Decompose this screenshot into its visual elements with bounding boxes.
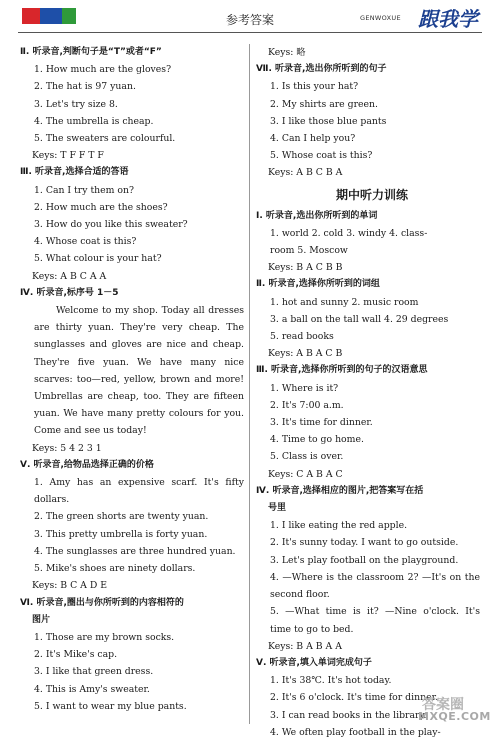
list-item: 2. How much are the shoes? xyxy=(34,201,168,213)
page-header xyxy=(0,0,500,38)
list-item: 5. Whose coat is this? xyxy=(270,150,373,162)
list-item: 2. It's sunny today. I want to go outside. xyxy=(270,537,459,549)
list-item: 1. hot and sunny 2. music room xyxy=(270,296,419,308)
list-item: 1. I like eating the red apple. xyxy=(270,520,408,532)
list-item: 1. Where is it? xyxy=(270,382,339,394)
answer-keys: Keys: T F F T F xyxy=(32,150,104,162)
list-item: 5. Mike's shoes are ninety dollars. xyxy=(34,563,196,575)
list-item: 3. This pretty umbrella is forty yuan. xyxy=(34,528,208,540)
header-title: 参考答案 xyxy=(225,13,274,27)
list-item: 4. Can I help you? xyxy=(270,133,356,145)
list-item: 5. What colour is your hat? xyxy=(34,253,162,265)
midterm-section-2-title: Ⅱ. 听录音,选择你所听到的词组 xyxy=(256,279,380,290)
section-3-title: Ⅲ. 听录音,选择合适的答语 xyxy=(20,167,129,178)
answer-keys: Keys: 5 4 2 3 1 xyxy=(32,442,102,454)
list-item: room 5. Moscow xyxy=(270,245,348,257)
list-item: 4. The sunglasses are three hundred yuan. xyxy=(34,545,236,557)
listening-passage: Welcome to my shop. Today all dresses are thirty yuan. They're very cheap. The sunglasses and gloves are nice and cheap. They're five yuan. We have many nice scarves: too—red, yellow, brown and more! Umbrellas are cheap, too. They are fifteen yuan. We have many pretty colours for you. Come and see us today! xyxy=(34,305,244,437)
midterm-section-5-title: Ⅴ. 听录音,填入单词完成句子 xyxy=(256,657,372,668)
section-5-title: Ⅴ. 听录音,给物品选择正确的价格 xyxy=(20,459,154,470)
section-7-title: Ⅶ. 听录音,选出你所听到的句子 xyxy=(256,64,387,75)
list-item: 4. The umbrella is cheap. xyxy=(34,115,154,127)
midterm-section-1-title: Ⅰ. 听录音,选出你所听到的单词 xyxy=(256,210,378,221)
list-item: 1. Amy has an expensive scarf. It's fifty dollars. xyxy=(34,477,244,506)
answer-keys: Keys: B C A D E xyxy=(32,580,108,592)
list-item: 5. Class is over. xyxy=(270,451,344,463)
list-item: 3. How do you like this sweater? xyxy=(34,219,188,231)
list-item: 1. world 2. cold 3. windy 4. class- xyxy=(270,227,428,239)
list-item: 4. Whose coat is this? xyxy=(34,236,137,248)
list-item: 3. a ball on the tall wall 4. 29 degrees xyxy=(270,313,449,325)
list-item: 2. It's Mike's cap. xyxy=(34,649,118,661)
section-2-title: Ⅱ. 听录音,判断句子是“T”或者“F” xyxy=(20,47,162,57)
answer-keys: Keys: B A B A A xyxy=(268,640,342,652)
right-column xyxy=(256,44,480,741)
list-item: 3. I like that green dress. xyxy=(34,666,154,678)
section-4-title: Ⅳ. 听录音,标序号 1－5 xyxy=(20,287,119,298)
left-column xyxy=(20,44,244,715)
list-item: 1. How much are the gloves? xyxy=(34,64,172,76)
list-item: 4. We often play football in the play- xyxy=(270,726,441,738)
answer-keys: Keys: A B A C B xyxy=(268,348,343,360)
list-item: 4. This is Amy's sweater. xyxy=(34,683,150,695)
list-item: 4. —Where is the classroom 2? —It's on the second floor. xyxy=(270,571,480,601)
brand-logo: 跟我学 xyxy=(418,7,478,31)
list-item: 3. It's time for dinner. xyxy=(270,417,373,429)
midterm-section-4-title-cont: 号里 xyxy=(268,503,287,514)
answer-keys: Keys: B A C B B xyxy=(268,262,343,274)
list-item: 5. —What time is it? —Nine o'clock. It's time to go to bed. xyxy=(270,606,480,635)
list-item: 1. Is this your hat? xyxy=(270,81,359,93)
answer-keys: Keys: C A B A C xyxy=(268,468,343,480)
watermark-logo xyxy=(410,696,490,732)
midterm-section-4-title: Ⅳ. 听录音,选择相应的图片,把答案写在括 xyxy=(256,485,424,496)
column-divider xyxy=(249,44,250,724)
list-item: 5. I want to wear my blue pants. xyxy=(34,700,187,712)
list-item: 1. Can I try them on? xyxy=(34,184,135,196)
list-item: 1. It's 38℃. It's hot today. xyxy=(270,675,392,687)
brand-english: GENWOXUE xyxy=(360,14,401,22)
list-item: 3. I like those blue pants xyxy=(270,115,387,127)
list-item: 3. Let's try size 8. xyxy=(34,98,118,110)
answer-keys: Keys: A B C A A xyxy=(32,270,107,282)
list-item: 2. The hat is 97 yuan. xyxy=(34,81,136,93)
section-6-title-cont: 图片 xyxy=(32,614,51,625)
list-item: 2. It's 7:00 a.m. xyxy=(270,399,344,411)
answer-keys: Keys: A B C B A xyxy=(268,167,343,179)
list-item: 5. read books xyxy=(270,331,334,343)
list-item: 1. Those are my brown socks. xyxy=(34,631,175,643)
answer-keys: Keys: 略 xyxy=(268,47,306,58)
list-item: 2. My shirts are green. xyxy=(270,98,378,110)
list-item: 4. Time to go home. xyxy=(270,434,364,446)
list-item: 5. The sweaters are colourful. xyxy=(34,133,176,145)
midterm-heading: 期中听力训练 xyxy=(335,187,408,202)
watermark-chinese: 答案圈 xyxy=(422,697,464,713)
header-rule xyxy=(18,32,482,33)
list-item: 2. The green shorts are twenty yuan. xyxy=(34,511,209,523)
watermark-url: MXQE.COM xyxy=(418,710,491,723)
list-item: 3. Let's play football on the playground. xyxy=(270,554,459,566)
list-item: 3. I can read books in the library. xyxy=(270,709,427,721)
list-item: 2. It's 6 o'clock. It's time for dinner. xyxy=(270,692,438,704)
midterm-section-3-title: Ⅲ. 听录音,选择你所听到的句子的汉语意思 xyxy=(256,365,428,376)
section-6-title: Ⅵ. 听录音,圈出与你所听到的内容相符的 xyxy=(20,597,184,608)
